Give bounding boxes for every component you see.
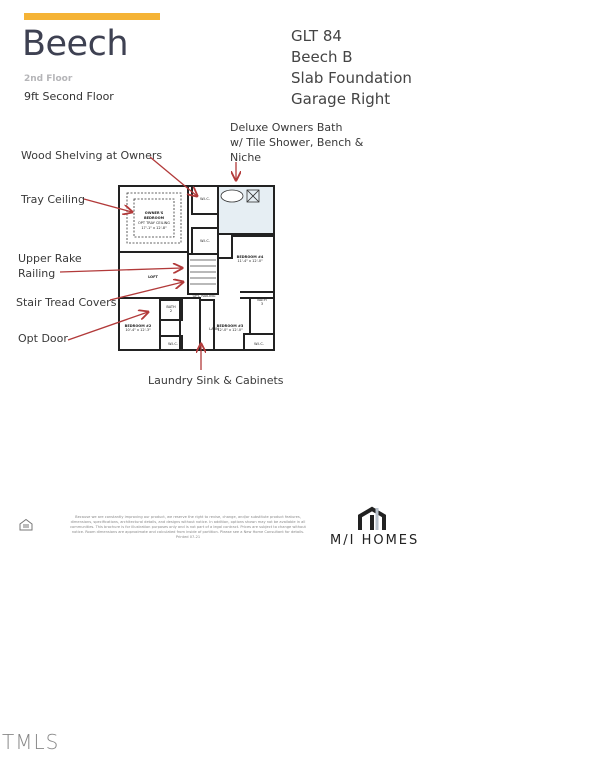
callout-wood-shelving: Wood Shelving at Owners [21, 149, 163, 162]
svg-text:2: 2 [169, 309, 173, 313]
callout-stair-tread: Stair Tread Covers [16, 296, 117, 309]
svg-text:17'-1" x 12'-8": 17'-1" x 12'-8" [141, 226, 167, 230]
svg-text:BEDROOM: BEDROOM [143, 216, 165, 220]
svg-text:12'-0" x 12'-0": 12'-0" x 12'-0" [217, 328, 243, 332]
lot-number: GLT 84 [291, 27, 342, 45]
svg-text:OWNER'S: OWNER'S [144, 211, 164, 215]
legal-disclaimer: Because we are constantly improving our product, we reserve the right to revise, change, and/or substitute product features, dimensions, specifications, architectural details, and designs without notice. In addition, options shown may not be available in all communities. This brochure is for illustration purposes only and is not part of a legal contract. Prices are subject to change without notice. Room dimensions are approximate and calculated from inside of partition. Please see a New Home Consultant for details. Printed 07-21 [70, 515, 306, 539]
callout-laundry: Laundry Sink & Cabinets [148, 374, 284, 387]
mi-homes-logo-icon [358, 506, 386, 532]
svg-text:W.I.C.: W.I.C. [200, 239, 210, 243]
mls-watermark: TMLS [2, 730, 60, 754]
callout-upper-rake: Upper Rake Railing [18, 252, 82, 280]
page-title: Beech [22, 24, 129, 64]
svg-text:BEDROOM #4: BEDROOM #4 [236, 255, 264, 259]
svg-text:W.I.C.: W.I.C. [254, 342, 264, 346]
callout-opt-door: Opt Door [18, 332, 68, 345]
svg-text:BATH: BATH [166, 305, 176, 309]
foundation: Slab Foundation [291, 69, 412, 87]
floor-label: 2nd Floor [24, 74, 73, 84]
svg-text:BEDROOM #2: BEDROOM #2 [124, 324, 152, 328]
svg-text:3: 3 [260, 302, 264, 306]
floor-subtitle: 9ft Second Floor [24, 90, 114, 103]
callout-tray-ceiling: Tray Ceiling [21, 193, 85, 206]
garage: Garage Right [291, 90, 391, 108]
svg-text:BEDROOM #3: BEDROOM #3 [216, 324, 244, 328]
equal-housing-icon [19, 518, 33, 532]
svg-text:LOFT: LOFT [148, 275, 158, 279]
svg-text:OPT. RAILING: OPT. RAILING [192, 294, 216, 298]
svg-text:W.I.C.: W.I.C. [168, 342, 178, 346]
svg-text:10'-4" x 12'-3": 10'-4" x 12'-3" [125, 328, 151, 332]
svg-text:OPT TRAY CEILING: OPT TRAY CEILING [138, 221, 170, 225]
brand-name: M/I HOMES [330, 533, 420, 548]
model-name: Beech B [291, 48, 353, 66]
svg-text:11'-4" x 12'-0": 11'-4" x 12'-0" [237, 259, 263, 263]
svg-text:W.I.C.: W.I.C. [200, 197, 210, 201]
svg-text:BATH: BATH [257, 298, 267, 302]
svg-text:LAUN: LAUN [209, 327, 219, 331]
callout-deluxe-bath: Deluxe Owners Bath w/ Tile Shower, Bench & Niche [230, 121, 364, 164]
